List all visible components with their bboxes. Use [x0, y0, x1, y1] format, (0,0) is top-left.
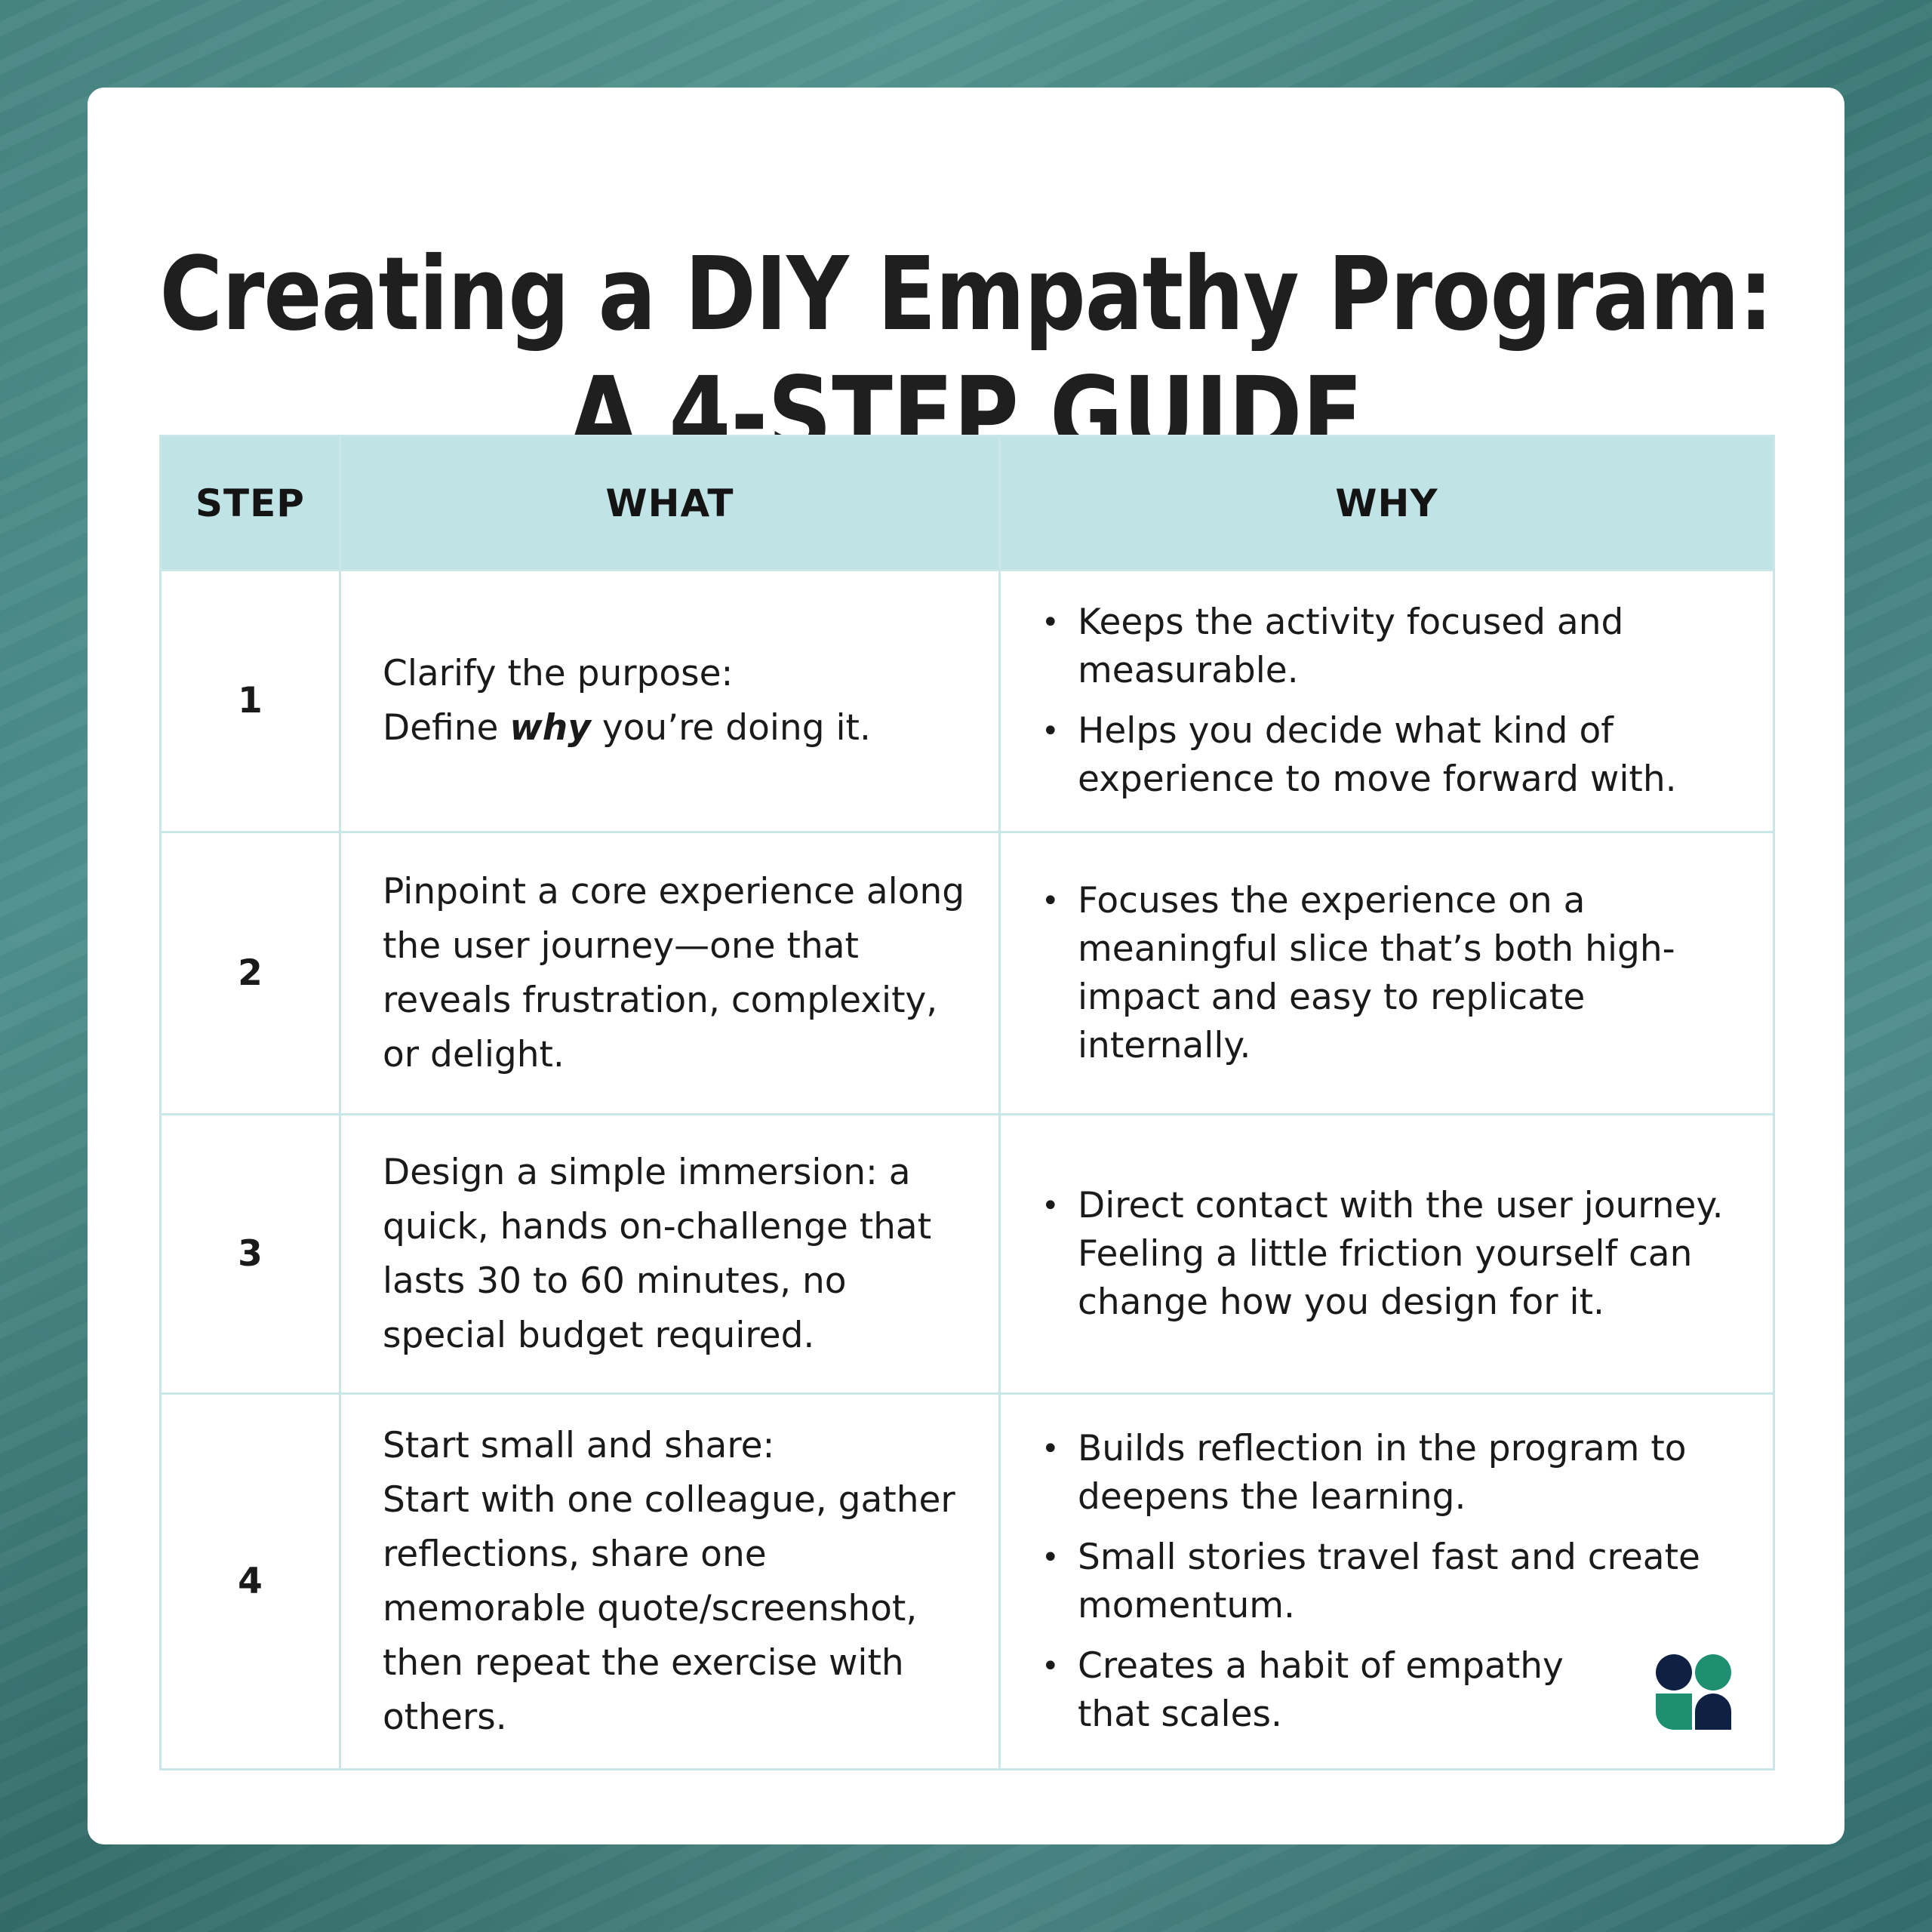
list-item — [1038, 1642, 1743, 1739]
why-list — [1038, 877, 1743, 1070]
table-row — [161, 571, 1774, 832]
list-item — [1038, 1425, 1743, 1521]
bullet-icon: • — [1041, 883, 1060, 918]
header-what: WHAT — [340, 436, 1000, 571]
what-cell — [340, 1394, 1000, 1770]
table-row — [161, 1115, 1774, 1394]
why-list — [1038, 1182, 1743, 1327]
list-item — [1038, 1182, 1743, 1327]
why-cell — [1000, 1115, 1774, 1394]
bullet-icon: • — [1041, 1648, 1060, 1684]
bullet-icon: • — [1041, 714, 1060, 749]
list-item — [1038, 877, 1743, 1070]
bullet-icon: • — [1041, 1540, 1060, 1575]
step-number: 2 — [161, 832, 340, 1115]
what-text: Clarify the purpose: — [383, 653, 734, 694]
what-cell — [340, 1115, 1000, 1394]
title-line-1: Creating a DIY Empathy Program: — [159, 235, 1773, 354]
what-text-part: Define — [383, 707, 510, 749]
list-item — [1038, 707, 1743, 804]
guide-table — [159, 435, 1775, 1770]
bullet-icon: • — [1041, 605, 1060, 640]
brand-logo-icon — [1656, 1654, 1731, 1730]
what-text: Pinpoint a core experience along the user journey—one that reveals frustration, complexity, or delight. — [383, 870, 965, 1075]
guide-card — [88, 88, 1844, 1844]
step-number: 1 — [161, 571, 340, 832]
table-header-row — [161, 436, 1774, 571]
what-text-part: you’re doing it. — [590, 707, 871, 749]
what-cell — [340, 571, 1000, 832]
page-title — [88, 235, 1844, 477]
what-text: Design a simple immersion: a quick, hands on-challenge that lasts 30 to 60 minutes, no special budget required. — [383, 1151, 932, 1356]
why-text: Focuses the experience on a meaningful slice that’s both high-impact and easy to replicate internally. — [1078, 879, 1675, 1066]
title-line-2: A 4-STEP GUIDE — [568, 354, 1364, 477]
why-cell — [1000, 832, 1774, 1115]
what-text: Start with one colleague, gather reflections, share one memorable quote/screenshot, then repeat the exercise with others. — [383, 1478, 955, 1738]
list-item — [1038, 1534, 1743, 1630]
why-text: Keeps the activity focused and measurable. — [1078, 601, 1624, 691]
what-text: Start small and share: — [383, 1424, 775, 1466]
header-why: WHY — [1000, 436, 1774, 571]
why-cell — [1000, 571, 1774, 832]
why-text: Helps you decide what kind of experience to move forward with. — [1078, 710, 1677, 800]
why-text: Small stories travel fast and create momentum. — [1078, 1536, 1700, 1626]
step-number: 4 — [161, 1394, 340, 1770]
what-cell — [340, 832, 1000, 1115]
why-text: Creates a habit of empathy that scales. — [1078, 1644, 1564, 1735]
what-emphasis: why — [509, 707, 591, 749]
step-number: 3 — [161, 1115, 340, 1394]
why-text: Builds reflection in the program to deepens the learning. — [1078, 1427, 1687, 1518]
list-item — [1038, 598, 1743, 695]
why-text: Direct contact with the user journey. Feeling a little friction yourself can change how you design for it. — [1078, 1184, 1724, 1323]
table-row — [161, 1394, 1774, 1770]
header-step: STEP — [161, 436, 340, 571]
what-text — [383, 701, 968, 755]
why-list — [1038, 1425, 1743, 1739]
bullet-icon: • — [1041, 1431, 1060, 1466]
bullet-icon: • — [1041, 1188, 1060, 1223]
table-row — [161, 832, 1774, 1115]
why-list — [1038, 598, 1743, 804]
